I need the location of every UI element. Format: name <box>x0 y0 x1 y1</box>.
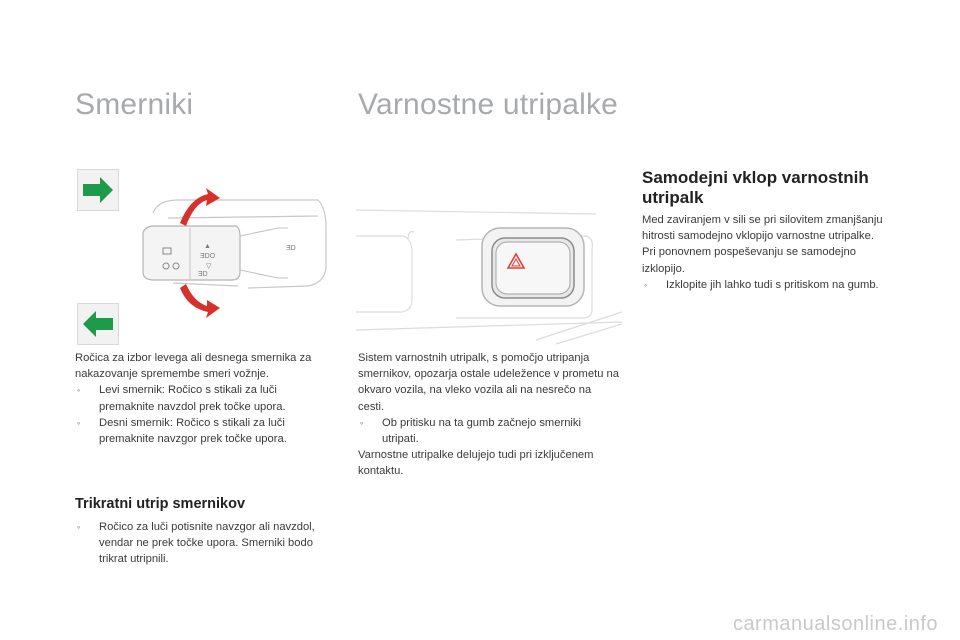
left-subheading-text <box>75 519 325 568</box>
svg-text:ƎD: ƎD <box>198 271 208 278</box>
right-heading: Samodejni vklop varnostnih utripalk <box>642 168 869 207</box>
bullet-mark-icon: ◦ <box>77 385 81 396</box>
right-para-1: Med zaviranjem v sili se pri silovitem zmanjšanju hitrosti samodejno vklopijo varnostne utripalke. <box>642 214 883 243</box>
arrow-left-icon <box>78 304 118 344</box>
left-column-text <box>75 350 325 447</box>
svg-text:▽: ▽ <box>206 263 212 270</box>
list-item: ◦ Desni smernik: Ročico s stikali za luči premaknite navzgor prek točke upora. <box>77 416 287 446</box>
list-item: ◦ Ročico za luči potisnite navzgor ali navzdol, vendar ne prek točke upora. Smerniki bodo trikrat utripnili. <box>77 521 315 566</box>
bullet-mark-icon: ◦ <box>644 279 648 290</box>
list-item: ◦ Izklopite jih lahko tudi s pritiskom na gumb. <box>642 277 892 293</box>
svg-text:▲: ▲ <box>204 243 211 250</box>
svg-text:ƎD: ƎD <box>286 245 296 252</box>
page-title-varnostne-utripalke: Varnostne utripalke <box>358 88 619 121</box>
bullet-mark-icon: ◦ <box>77 417 81 428</box>
watermark: carmanualsonline.info <box>732 613 938 635</box>
middle-outro: Varnostne utripalke delujejo tudi pri izključenem kontaktu. <box>358 449 594 478</box>
middle-column-text <box>358 350 620 480</box>
middle-intro: Sistem varnostnih utripalk, s pomočjo utripanja smernikov, opozarja ostale udeležence v prometu na okvaro vozila, na vleko vozila ali na nesrečo na cesti. <box>358 352 619 413</box>
list-item: ◦ Ob pritisku na ta gumb začnejo smerniki utripati. <box>360 416 581 446</box>
left-turn-indicator-box <box>77 303 119 345</box>
bullet-mark-icon: ◦ <box>360 417 364 428</box>
indicator-stalk-illustration <box>128 188 328 318</box>
arrow-right-icon <box>78 170 118 210</box>
right-column-text <box>642 212 892 293</box>
left-intro: Ročica za izbor levega ali desnega smernika za nakazovanje spremembe smeri vožnje. <box>75 352 312 381</box>
hazard-button-illustration <box>356 200 622 346</box>
right-para-2: Pri ponovnem pospeševanju se samodejno izklopijo. <box>642 246 856 275</box>
right-turn-indicator-box <box>77 169 119 211</box>
svg-text:ƎDO: ƎDO <box>200 253 216 260</box>
list-item: ◦ Levi smernik: Ročico s stikali za luči premaknite navzdol prek točke upora. <box>77 384 286 413</box>
bullet-mark-icon: ◦ <box>77 522 81 532</box>
left-subheading: Trikratni utrip smernikov <box>75 496 246 512</box>
page-title-smerniki: Smerniki <box>75 88 194 121</box>
